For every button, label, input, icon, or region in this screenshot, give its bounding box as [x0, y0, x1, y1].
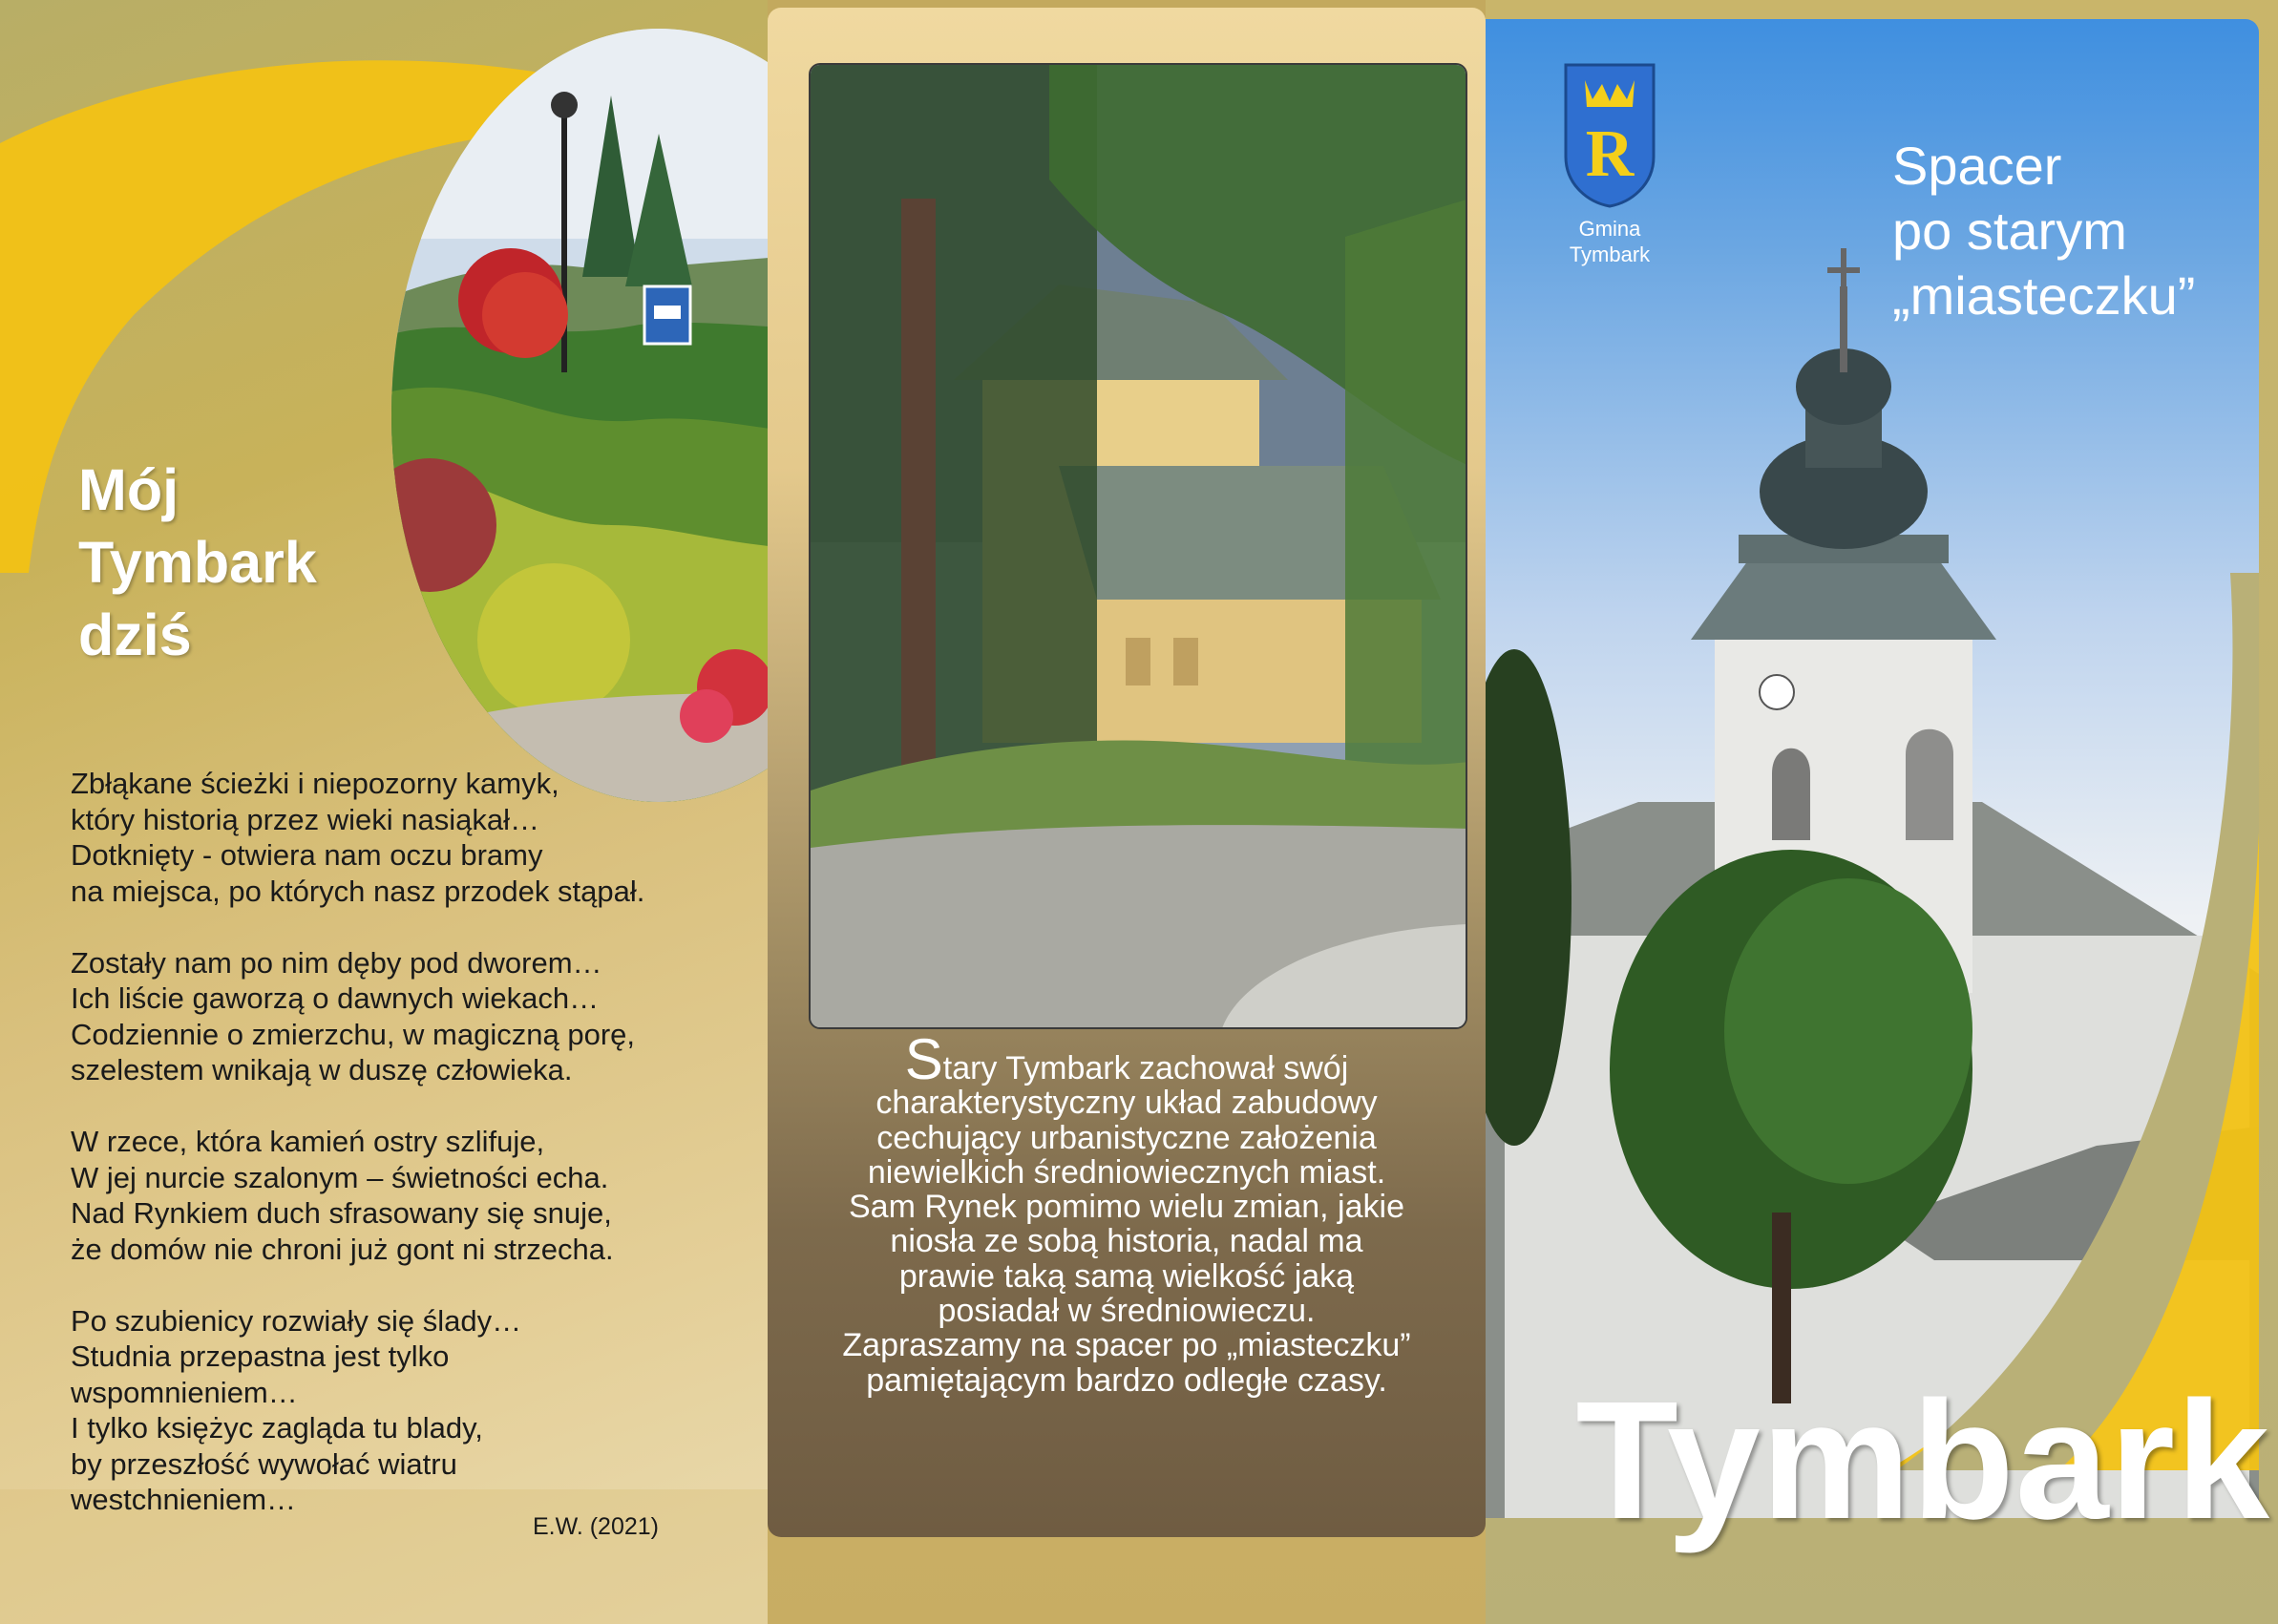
left-title — [78, 453, 384, 671]
poem — [71, 766, 739, 1553]
middle-line: pamiętającym bardzo odległe czasy. — [866, 1361, 1387, 1399]
middle-line: cechujący urbanistyczne założenia — [876, 1119, 1377, 1156]
poem-line: który historią przez wieki nasiąkał… — [71, 802, 540, 836]
poem-stanza-4 — [71, 1303, 739, 1518]
poem-stanza-1 — [71, 766, 739, 909]
subtitle-line-3: „miasteczku” — [1892, 265, 2196, 326]
poem-line: szelestem wnikają w duszę człowieka. — [71, 1053, 573, 1086]
left-title-line-2: Tymbark — [78, 530, 317, 595]
poem-line: Studnia przepastna jest tylko — [71, 1339, 450, 1373]
dropcap-letter: S — [904, 1027, 943, 1091]
poem-line: że domów nie chroni już gont ni strzecha. — [71, 1232, 614, 1266]
left-title-line-3: dziś — [78, 602, 192, 667]
poem-line: W jej nurcie szalonym – świetności echa. — [71, 1160, 609, 1194]
middle-line: Sam Rynek pomimo wielu zmian, jakie — [849, 1189, 1404, 1226]
middle-first-line — [787, 1027, 1466, 1091]
poem-line: na miejsca, po których nasz przodek stąpał. — [71, 874, 645, 908]
garden-photo — [391, 29, 768, 802]
gmina-line-1: Gmina — [1578, 217, 1641, 241]
middle-line: tary Tymbark zachował swój — [942, 1050, 1349, 1086]
poem-signature: E.W. (2021) — [533, 1513, 659, 1540]
poem-line: westchnieniem… — [71, 1483, 297, 1516]
manor-photo — [809, 63, 1467, 1029]
poem-line: Nad Rynkiem duch sfrasowany się snuje, — [71, 1196, 612, 1230]
left-panel — [0, 0, 768, 1624]
walk-subtitle — [1892, 134, 2255, 328]
middle-line: Zapraszamy na spacer po „miasteczku” — [842, 1327, 1411, 1364]
coat-of-arms-icon — [1564, 63, 1656, 208]
middle-line: prawie taką samą wielkość jaką — [898, 1257, 1355, 1295]
poem-stanza-3 — [71, 1124, 739, 1267]
poem-line: Zbłąkane ścieżki i niepozorny kamyk, — [71, 767, 559, 800]
town-name-title: Tymbark — [1575, 1367, 2270, 1554]
middle-line: niewielkich średniowiecznych miast. — [867, 1153, 1386, 1191]
subtitle-line-1: Spacer — [1892, 136, 2062, 196]
poem-line: Codziennie o zmierzchu, w magiczną porę, — [71, 1017, 635, 1051]
poem-line: Po szubienicy rozwiały się ślady… — [71, 1303, 522, 1338]
right-panel — [1486, 0, 2278, 1624]
poem-line: wspomnieniem… — [71, 1375, 298, 1409]
poem-line: W rzece, która kamień ostry szlifuje, — [71, 1125, 545, 1158]
poem-line: Zostały nam po nim dęby pod dworem… — [71, 945, 602, 980]
poem-line: by przeszłość wywołać wiatru — [71, 1446, 457, 1481]
middle-description — [787, 1027, 1466, 1399]
poem-line: Ich liście gaworzą o dawnych wiekach… — [71, 981, 600, 1015]
poem-stanza-2 — [71, 945, 739, 1088]
middle-panel — [768, 0, 1486, 1624]
gmina-line-2: Tymbark — [1569, 243, 1651, 266]
poem-line: I tylko księżyc zagląda tu blady, — [71, 1411, 483, 1445]
coat-letter: R — [1585, 117, 1635, 191]
poem-line: Dotknięty - otwiera nam oczu bramy — [71, 838, 543, 872]
middle-line: posiadał w średniowieczu. — [938, 1293, 1316, 1330]
subtitle-line-2: po starym — [1892, 200, 2127, 261]
gmina-label — [1564, 216, 1656, 267]
left-title-line-1: Mój — [78, 457, 179, 522]
middle-line: niosła ze sobą historia, nadal ma — [890, 1223, 1363, 1260]
middle-line: charakterystyczny układ zabudowy — [875, 1085, 1378, 1122]
